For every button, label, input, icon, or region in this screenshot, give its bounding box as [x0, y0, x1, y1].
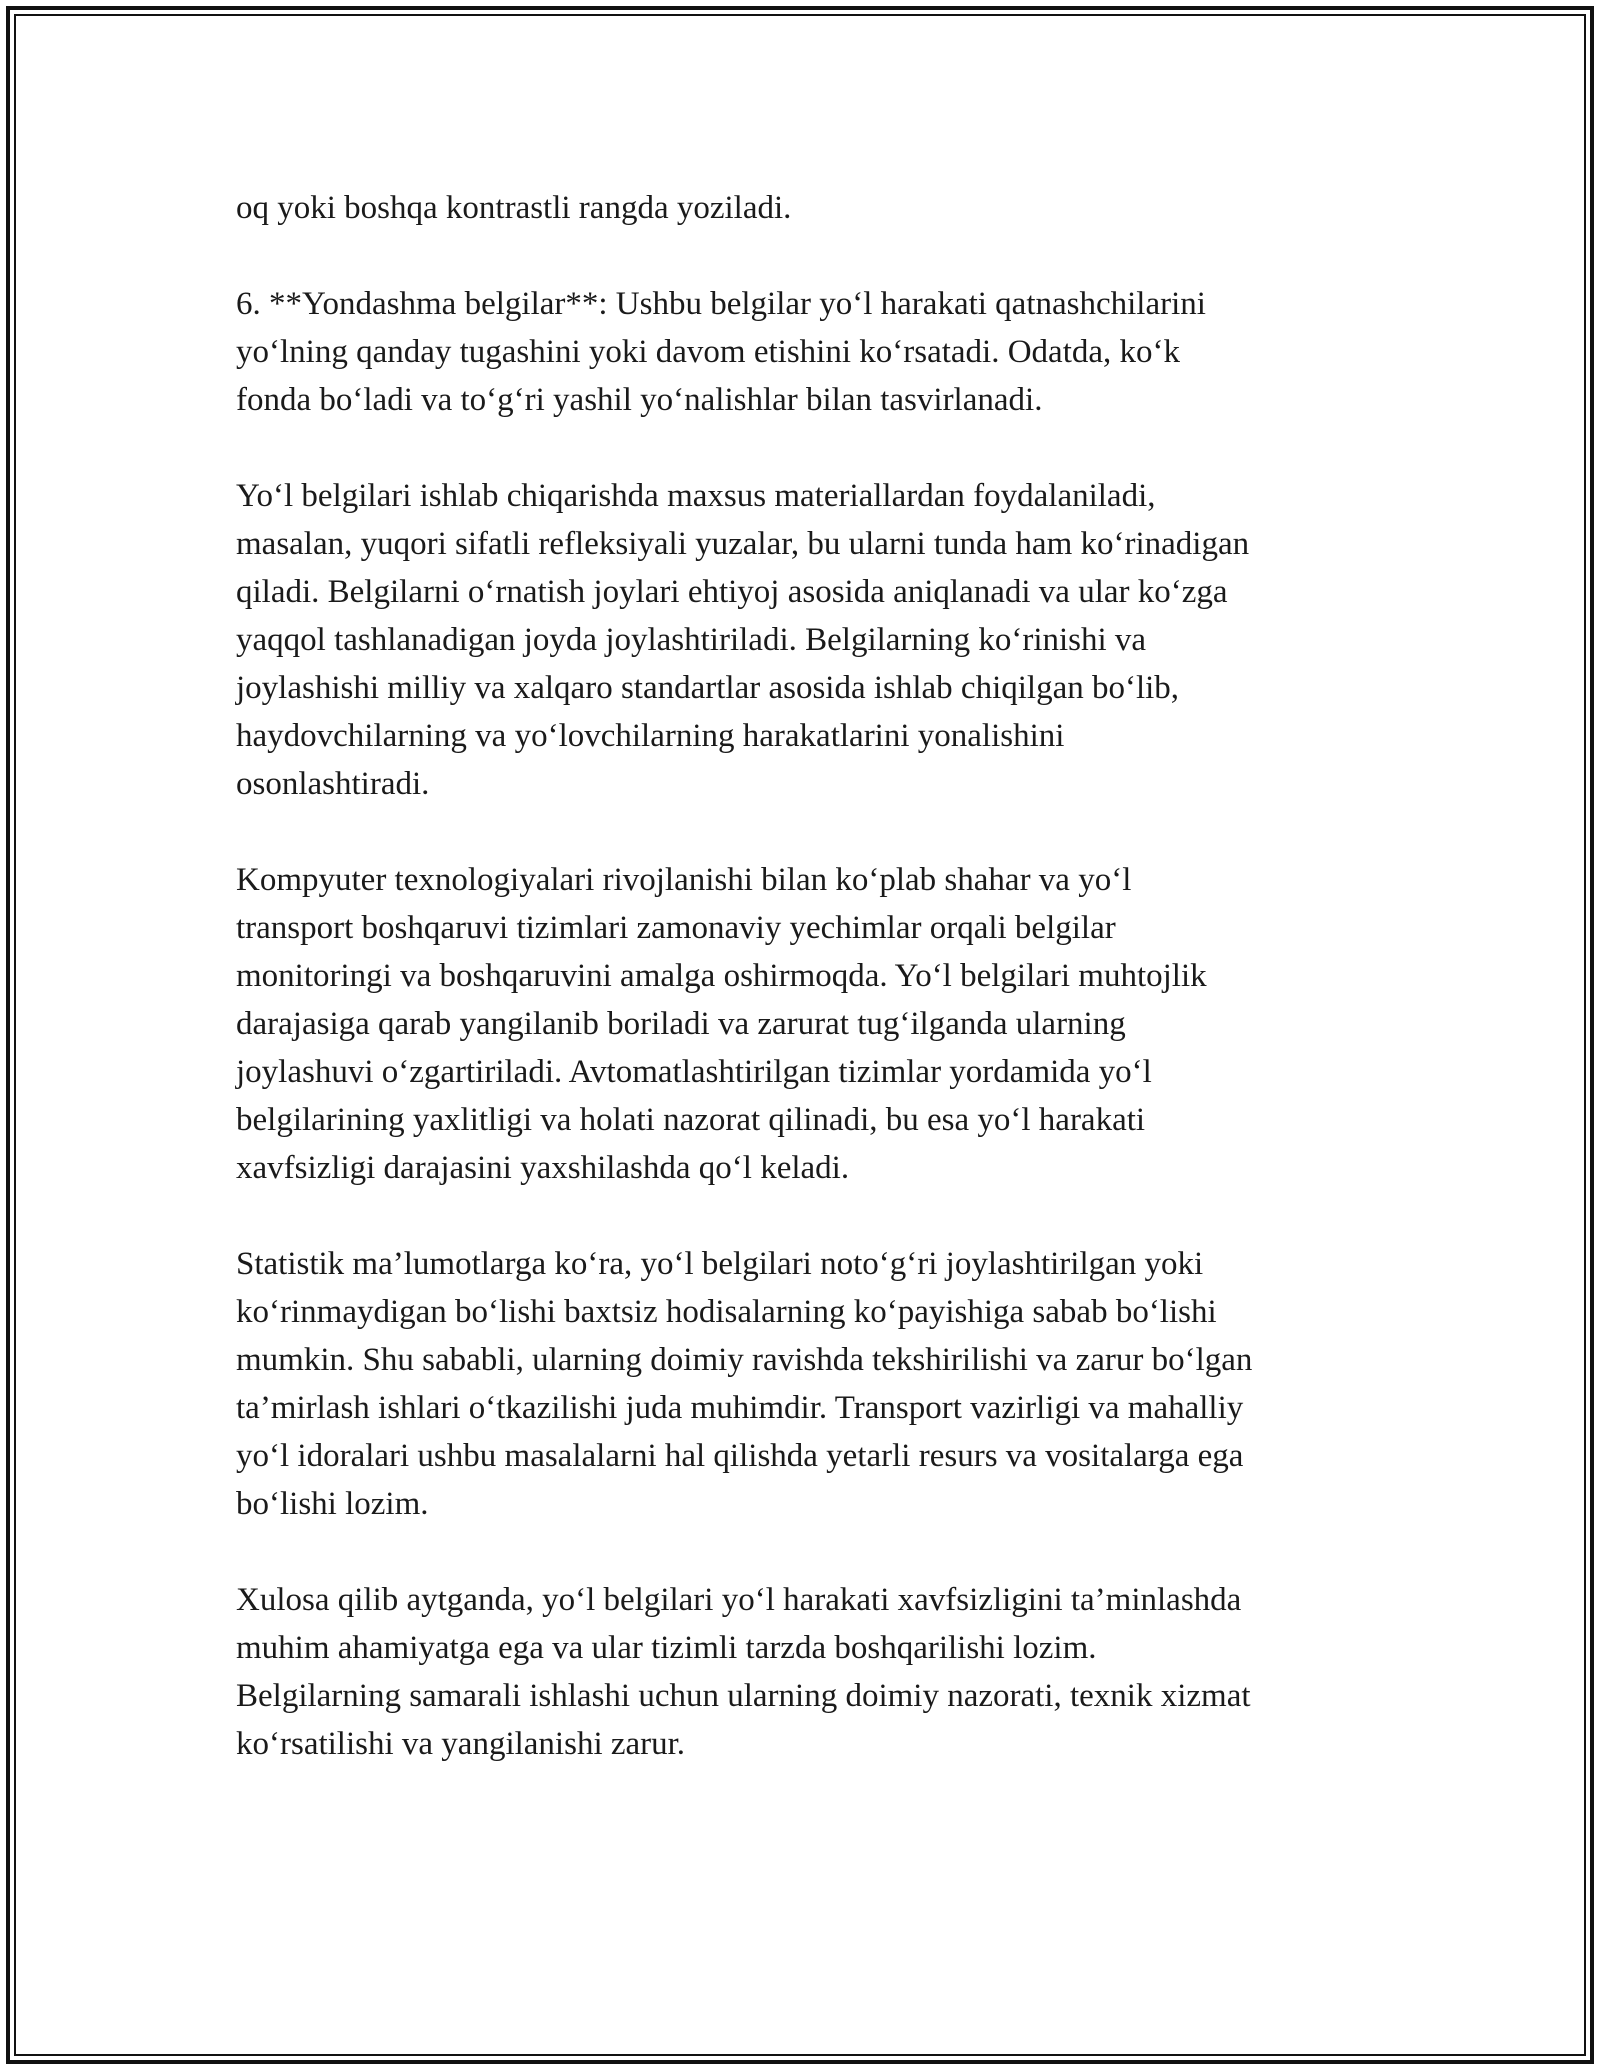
paragraph-statistics: Statistik ma’lumotlarga ko‘ra, yo‘l belgilari noto‘g‘ri joylashtirilgan yoki ko‘rinmaydigan bo‘lishi baxtsiz hodisalarning ko‘payishiga sabab bo‘lishi mumkin. Shu sababli, ularning doimiy ravishda tekshirilishi va zarur bo‘lgan ta’mirlash ishlari o‘tkazilishi juda muhimdir. Transport vazirligi va mahalliy yo‘l idoralari ushbu masalalarni hal qilishda yetarli resurs va vositalarga ega bo‘lishi lozim. — [236, 1246, 1253, 1522]
paragraph-conclusion: Xulosa qilib aytganda, yo‘l belgilari yo‘l harakati xavfsizligini ta’minlashda muhim ahamiyatga ega va ular tizimli tarzda boshqarilishi lozim. Belgilarning samarali ishlashi uchun ularning doimiy nazorati, texnik xizmat ko‘rsatilishi va yangilanishi zarur. — [236, 1582, 1251, 1762]
paragraph-continuation: oq yoki boshqa kontrastli rangda yoziladi. — [236, 190, 792, 226]
paragraph-materials: Yo‘l belgilari ishlab chiqarishda maxsus materiallardan foydalaniladi, masalan, yuqori sifatli refleksiyali yuzalar, bu ularni tunda ham ko‘rinadigan qiladi. Belgilarni o‘rnatish joylari ehtiyoj asosida aniqlanadi va ular ko‘zga yaqqol tashlanadigan joyda joylashtiriladi. Belgilarning ko‘rinishi va joylashishi milliy va xalqaro standartlar asosida ishlab chiqilgan bo‘lib, haydovchilarning va yo‘lovchilarning harakatlarini yonalishini osonlashtiradi. — [236, 478, 1250, 802]
paragraph-yondashma-belgilar: 6. **Yondashma belgilar**: Ushbu belgilar yo‘l harakati qatnashchilarini yo‘lning qanday tugashini yoki davom etishini ko‘rsatadi. Odatda, ko‘k fonda bo‘ladi va to‘g‘ri yashil yo‘nalishlar bilan tasvirlanadi. — [236, 286, 1206, 418]
paragraph-computer-technologies: Kompyuter texnologiyalari rivojlanishi bilan ko‘plab shahar va yo‘l transport boshqaruvi tizimlari zamonaviy yechimlar orqali belgilar monitoringi va boshqaruvini amalga oshirmoqda. Yo‘l belgilari muhtojlik darajasiga qarab yangilanib boriladi va zarurat tug‘ilganda ularning joylashuvi o‘zgartiriladi. Avtomatlashtirilgan tizimlar yordamida yo‘l belgilarining yaxlitligi va holati nazorat qilinadi, bu esa yo‘l harakati xavfsizligi darajasini yaxshilashda qo‘l keladi. — [236, 862, 1207, 1186]
document-body — [236, 184, 1376, 1768]
